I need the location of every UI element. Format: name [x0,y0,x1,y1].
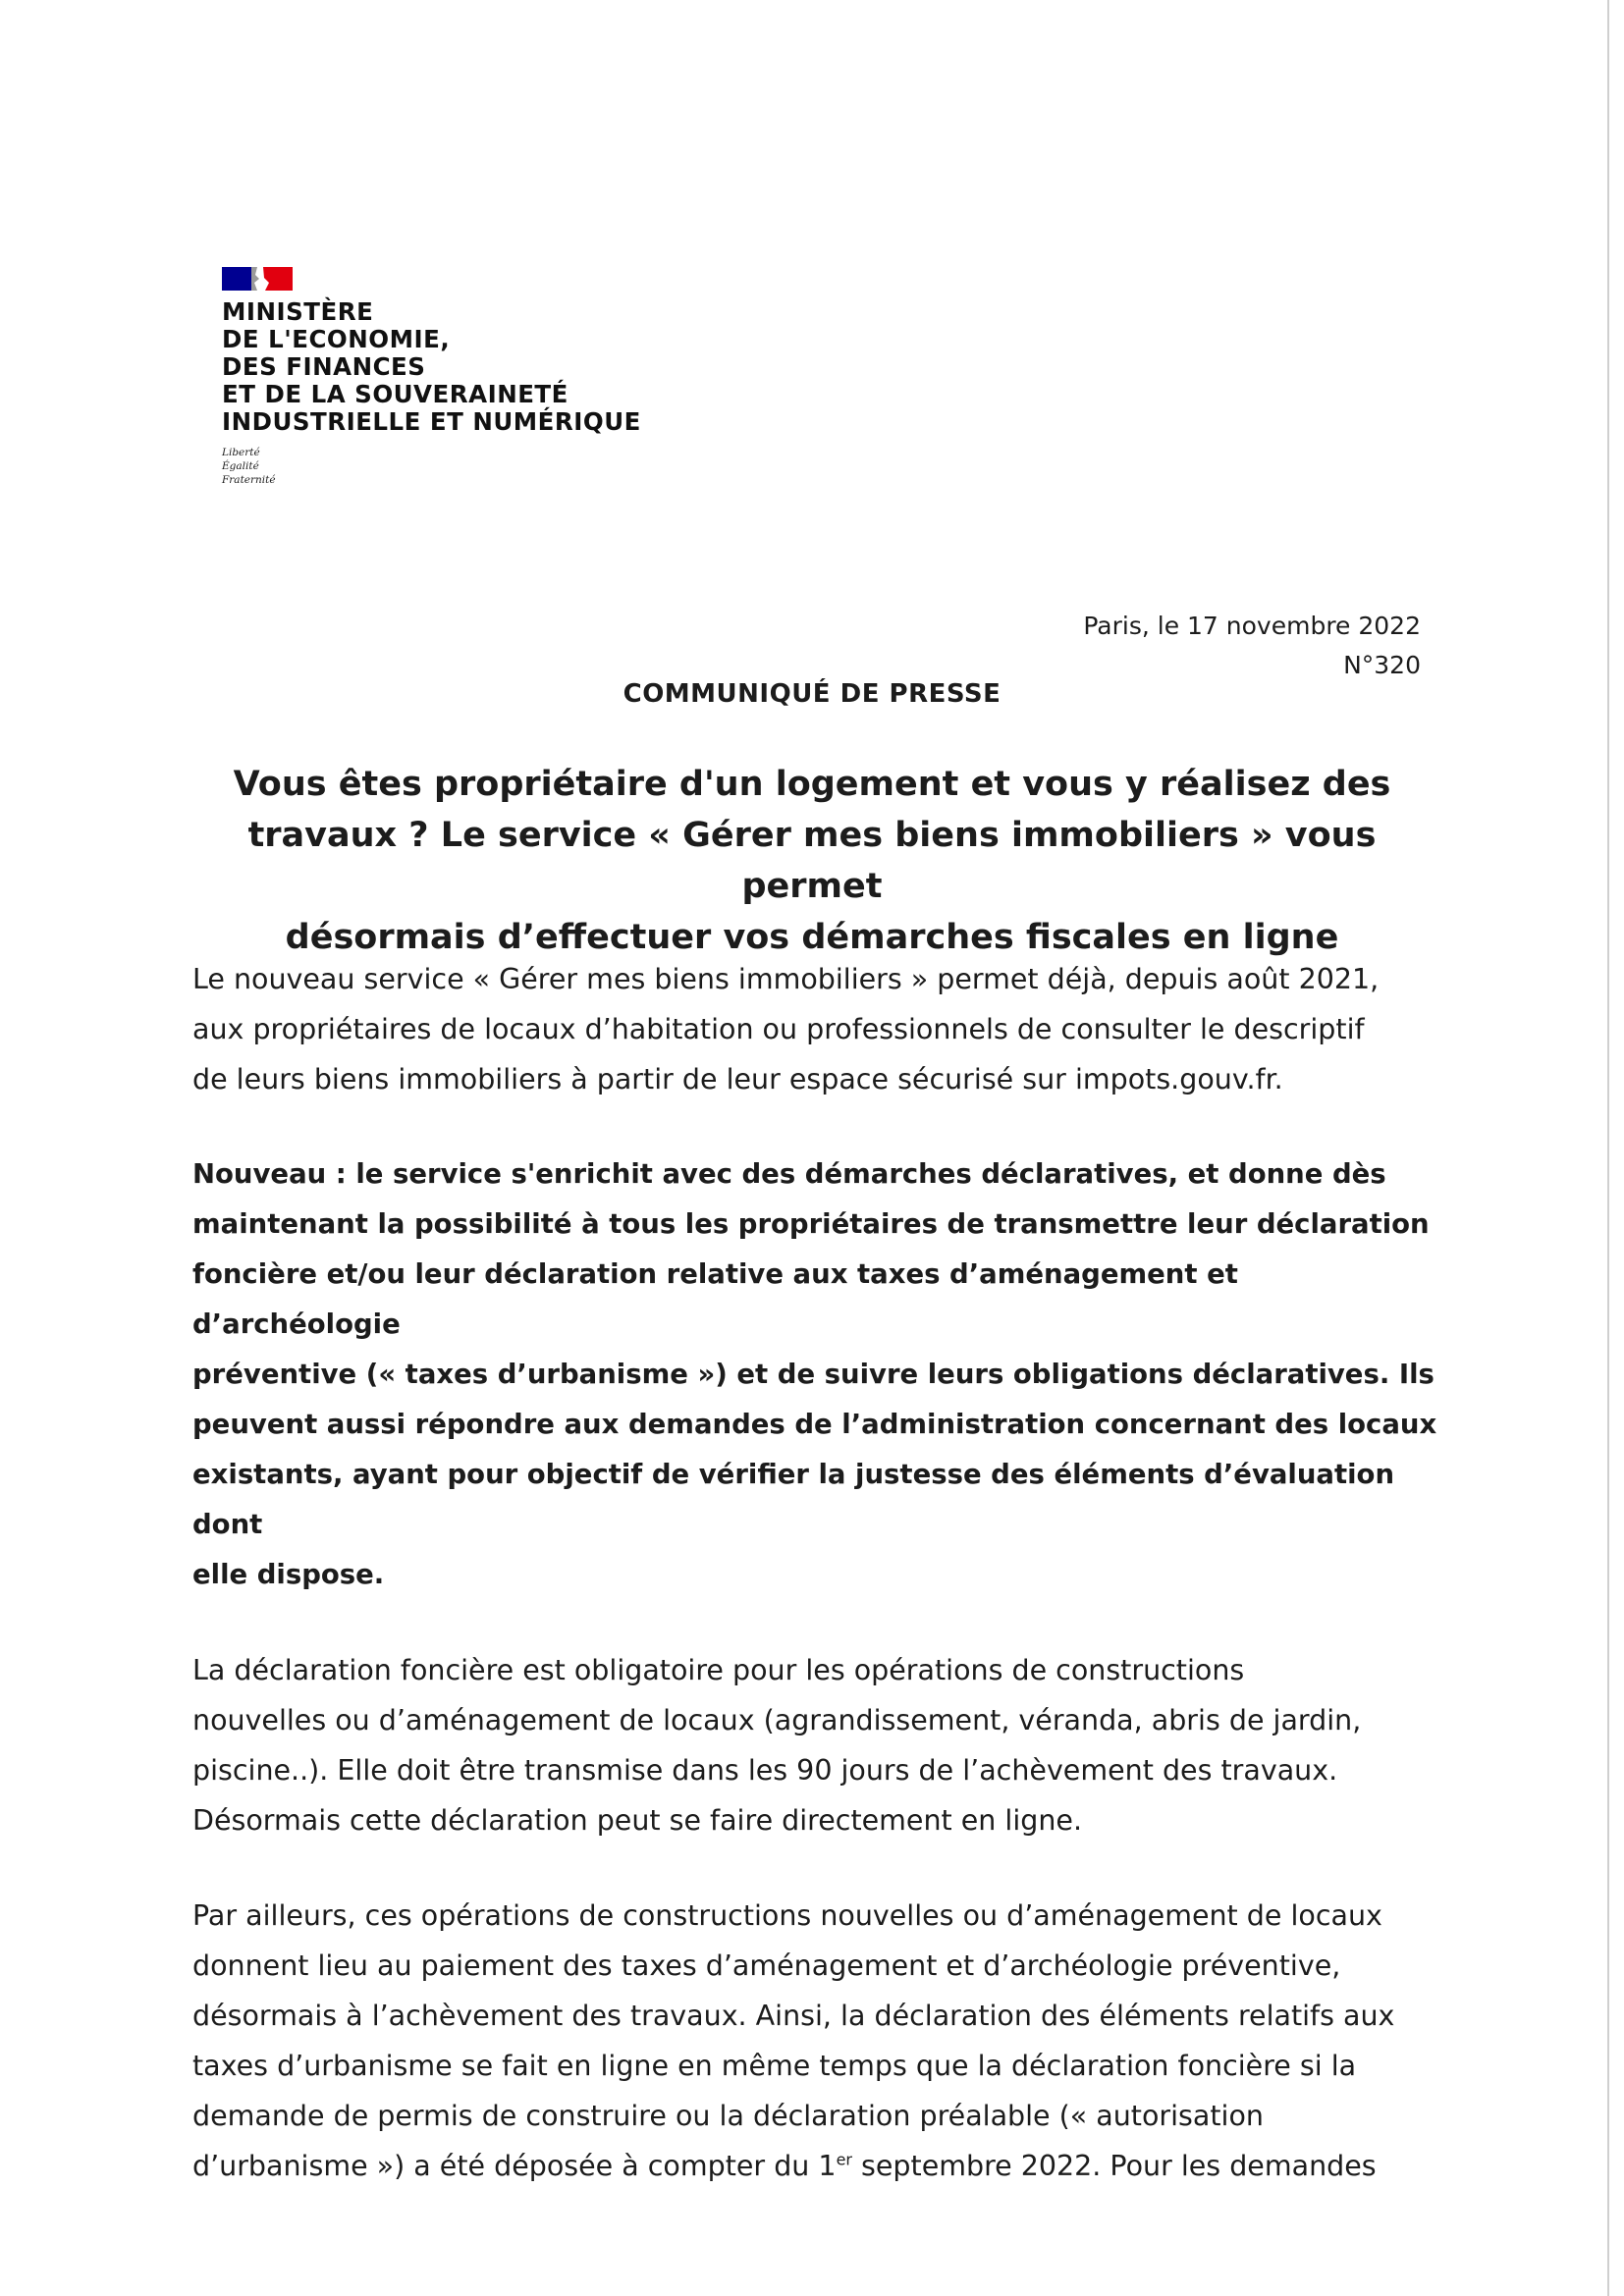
motto-line: Fraternité [222,474,276,486]
paragraph-line: elle dispose. [192,1559,385,1590]
ministry-name [222,298,713,436]
paragraph-line: de leurs biens immobiliers à partir de leur espace sécurisé sur impots.gouv.fr. [192,1063,1283,1095]
paragraph-line: donnent lieu au paiement des taxes d’aménagement et d’archéologie préventive, [192,1949,1341,1982]
paragraph-line: Le nouveau service « Gérer mes biens immobiliers » permet déjà, depuis août 2021, [192,963,1380,995]
headline-line: travaux ? Le service « Gérer mes biens immobiliers » vous permet [247,816,1377,906]
press-release-headline [191,759,1433,963]
motto-line: Liberté [222,447,260,458]
paragraph-line: Nouveau : le service s'enrichit avec des démarches déclaratives, et donne dès [192,1158,1386,1190]
line-text: septembre 2022. Pour les demandes [851,2150,1377,2182]
paragraph-line: préventive (« taxes d’urbanisme ») et de suivre leurs obligations déclaratives. Ils [192,1359,1435,1390]
paragraph-line: La déclaration foncière est obligatoire pour les opérations de constructions [192,1654,1245,1686]
paragraph-line: existants, ayant pour objectif de vérifier la justesse des éléments d’évaluation dont [192,1459,1395,1540]
paragraph-line: nouvelles ou d’aménagement de locaux (agrandissement, véranda, abris de jardin, [192,1704,1362,1736]
paragraph-line: Désormais cette déclaration peut se faire directement en ligne. [192,1804,1083,1837]
paragraph-line: demande de permis de construire ou la déclaration préalable (« autorisation [192,2100,1264,2132]
document-type: COMMUNIQUÉ DE PRESSE [623,679,1001,709]
marianne-flag-icon [222,265,293,293]
press-release-body [192,954,1439,2236]
line-text: d’urbanisme ») a été déposée à compter du 1 [192,2150,837,2182]
ministry-name-line: INDUSTRIELLE ET NUMÉRIQUE [222,407,641,436]
paragraph-line: Par ailleurs, ces opérations de constructions nouvelles ou d’aménagement de locaux [192,1899,1382,1932]
ministry-name-line: DE L'ECONOMIE, [222,325,451,353]
paragraph-intro [192,954,1439,1104]
headline-line: désormais d’effectuer vos démarches fiscales en ligne [285,918,1339,957]
page-edge-line [1607,0,1609,2296]
paragraph-line: piscine..). Elle doit être transmise dans les 90 jours de l’achèvement des travaux. [192,1754,1338,1787]
release-number: N°320 [1343,651,1421,679]
paragraph-taxes-urbanisme [192,1891,1439,2191]
paragraph-line: peuvent aussi répondre aux demandes de l’administration concernant des locaux [192,1409,1437,1440]
paragraph-line: aux propriétaires de locaux d’habitation ou professionnels de consulter le descriptif [192,1013,1365,1045]
paragraph-line: désormais à l’achèvement des travaux. Ainsi, la déclaration des éléments relatifs aux [192,2000,1395,2032]
document-meta [1083,607,1421,685]
ministry-name-line: DES FINANCES [222,352,426,381]
headline-line: Vous êtes propriétaire d'un logement et vous y réalisez des [233,765,1391,804]
ministry-name-line: MINISTÈRE [222,297,374,326]
paragraph-new-feature [192,1149,1439,1600]
paragraph-line [192,2141,1439,2191]
motto-line: Égalité [222,460,259,472]
ministry-logo-block [222,265,713,487]
paragraph-declaration-fonciere [192,1645,1439,1845]
paragraph-line: foncière et/ou leur déclaration relative aux taxes d’aménagement et d’archéologie [192,1258,1238,1340]
paragraph-line: maintenant la possibilité à tous les propriétaires de transmettre leur déclaration [192,1208,1430,1240]
ordinal-superscript: er [836,2150,852,2169]
republic-motto [222,446,713,487]
place-date: Paris, le 17 novembre 2022 [1083,612,1421,640]
ministry-name-line: ET DE LA SOUVERAINETÉ [222,380,568,408]
paragraph-line: taxes d’urbanisme se fait en ligne en même temps que la déclaration foncière si la [192,2050,1357,2082]
